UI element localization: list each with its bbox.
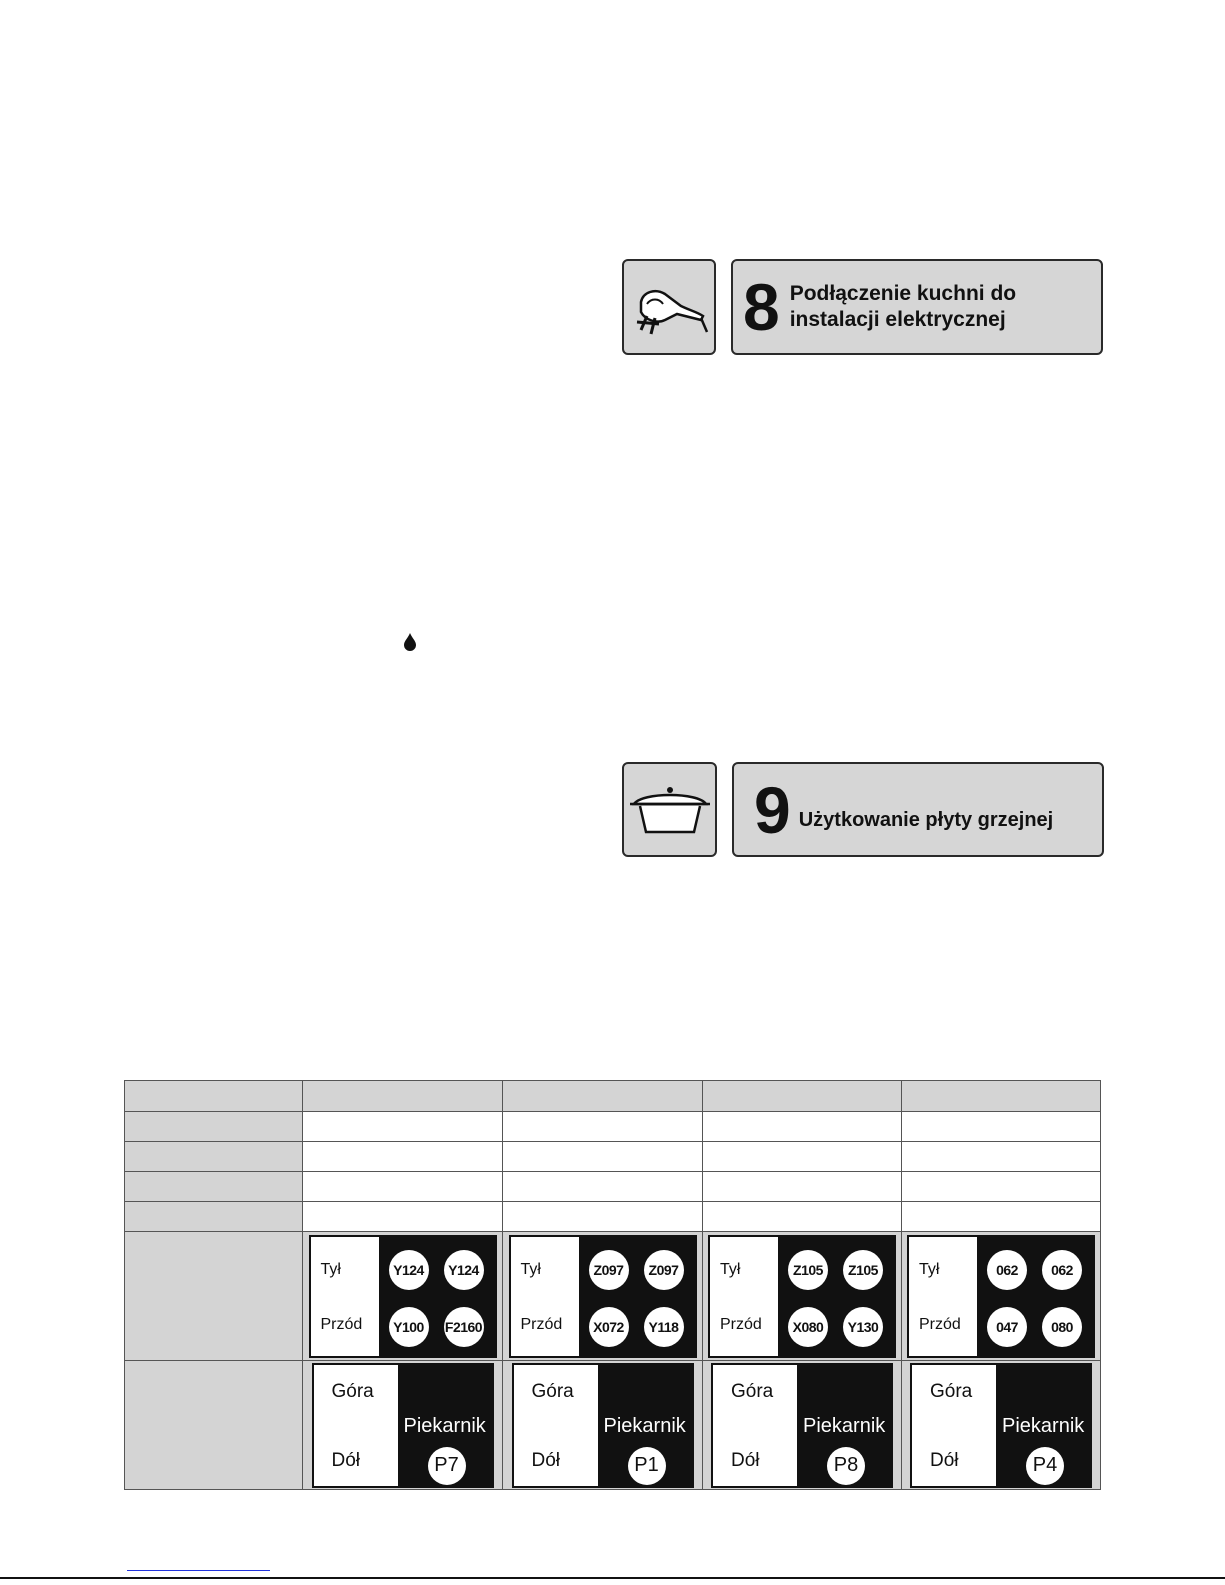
oven-area: [398, 1365, 492, 1486]
table-cell: [902, 1112, 1101, 1142]
hob-burners: [579, 1237, 695, 1356]
burner-back-left: Z097: [589, 1250, 629, 1290]
hob-diagram: [309, 1235, 497, 1358]
section-8-icon-box: [622, 259, 716, 355]
section-8-title-box: [731, 259, 1103, 355]
table-cell: [902, 1361, 1101, 1490]
table-row: [125, 1202, 1101, 1232]
table-cell: [902, 1232, 1101, 1361]
section-9-title-box: [732, 762, 1104, 857]
table-cell: [125, 1112, 303, 1142]
table-cell: [902, 1172, 1101, 1202]
table-cell: [703, 1232, 902, 1361]
table-cell: [703, 1142, 902, 1172]
table-cell: [125, 1081, 303, 1112]
table-cell: [125, 1202, 303, 1232]
hob-burners: [379, 1237, 495, 1356]
section-number: 8: [743, 270, 778, 344]
burner-front-right: Y118: [644, 1307, 684, 1347]
burner-back-right: Z097: [644, 1250, 684, 1290]
oven-code: P8: [827, 1447, 865, 1485]
burner-front-right: 080: [1042, 1307, 1082, 1347]
table-cell: [125, 1361, 303, 1490]
bottom-label: Dół: [930, 1449, 959, 1471]
table-cell: [902, 1081, 1101, 1112]
burner-back-left: Y124: [389, 1250, 429, 1290]
table-cell: [703, 1112, 902, 1142]
burner-front-left: X080: [788, 1307, 828, 1347]
front-label: Przód: [919, 1315, 961, 1333]
table-cell: [503, 1172, 703, 1202]
table-cell: [303, 1081, 503, 1112]
table-cell: [503, 1112, 703, 1142]
oven-code: P1: [628, 1447, 666, 1485]
burner-front-left: X072: [589, 1307, 629, 1347]
oven-layout-row: [125, 1361, 1101, 1490]
oven-label: Piekarnik: [1002, 1414, 1085, 1437]
oven-code: P7: [428, 1447, 466, 1485]
top-label: Góra: [930, 1380, 973, 1402]
section-number: 9: [754, 772, 789, 847]
hob-labels: [311, 1237, 379, 1356]
oven-label: Piekarnik: [403, 1414, 486, 1437]
section-title: Użytkowanie płyty grzejnej: [798, 809, 1054, 831]
table-row: [125, 1142, 1101, 1172]
bottom-label: Dół: [331, 1449, 361, 1471]
table-cell: [303, 1172, 503, 1202]
table-row: [125, 1112, 1101, 1142]
table-cell: [503, 1361, 703, 1490]
plug-icon: [629, 272, 709, 342]
table-cell: [503, 1202, 703, 1232]
oven-label: Piekarnik: [803, 1414, 886, 1437]
burner-front-right: F2160: [444, 1307, 484, 1347]
hob-diagram: [509, 1235, 697, 1358]
oven-code: P4: [1026, 1447, 1064, 1485]
oven-labels: [314, 1365, 398, 1486]
back-label: Tył: [520, 1260, 541, 1278]
spec-table: [124, 1080, 1101, 1490]
oven-area: [598, 1365, 692, 1486]
burner-front-right: Y130: [843, 1307, 883, 1347]
hob-labels: [511, 1237, 579, 1356]
hob-burners: [778, 1237, 894, 1356]
table-cell: [703, 1081, 902, 1112]
oven-area: [797, 1365, 891, 1486]
oven-labels: [713, 1365, 797, 1486]
back-label: Tył: [919, 1260, 940, 1278]
oven-label: Piekarnik: [603, 1414, 686, 1437]
burner-front-left: Y100: [389, 1307, 429, 1347]
oven-labels: [514, 1365, 598, 1486]
bottom-rule: [0, 1577, 1225, 1579]
front-label: Przód: [320, 1315, 363, 1333]
oven-diagram: [910, 1363, 1092, 1488]
oven-labels: [912, 1365, 996, 1486]
burner-front-left: 047: [987, 1307, 1027, 1347]
pot-icon: [628, 780, 712, 840]
oven-diagram: [512, 1363, 694, 1488]
table-cell: [902, 1142, 1101, 1172]
back-label: Tył: [720, 1260, 741, 1278]
table-cell: [503, 1142, 703, 1172]
table-cell: [902, 1202, 1101, 1232]
table-cell: [703, 1361, 902, 1490]
bottom-label: Dół: [731, 1449, 760, 1471]
section-title: Podłączenie kuchni do instalacji elektrycznej: [789, 282, 1017, 331]
section-9-icon-box: [622, 762, 717, 857]
top-label: Góra: [531, 1380, 574, 1402]
table-cell: [125, 1172, 303, 1202]
hob-labels: [710, 1237, 778, 1356]
table-cell: [303, 1142, 503, 1172]
front-label: Przód: [720, 1315, 762, 1333]
front-label: Przód: [520, 1315, 563, 1333]
burner-back-left: 062: [987, 1250, 1027, 1290]
top-label: Góra: [731, 1380, 774, 1402]
oven-diagram: [312, 1363, 494, 1488]
table-cell: [303, 1361, 503, 1490]
oven-diagram: [711, 1363, 893, 1488]
burner-back-right: 062: [1042, 1250, 1082, 1290]
table-cell: [303, 1232, 503, 1361]
table-cell: [125, 1232, 303, 1361]
table-cell: [303, 1202, 503, 1232]
hob-diagram: [708, 1235, 896, 1358]
bottom-label: Dół: [531, 1449, 561, 1471]
table-cell: [703, 1202, 902, 1232]
table-cell: [303, 1112, 503, 1142]
hob-layout-row: [125, 1232, 1101, 1361]
footer-link-underline[interactable]: [127, 1570, 270, 1571]
burner-back-right: Y124: [444, 1250, 484, 1290]
back-label: Tył: [320, 1260, 341, 1278]
hob-diagram: [907, 1235, 1095, 1358]
table-cell: [125, 1142, 303, 1172]
burner-back-left: Z105: [788, 1250, 828, 1290]
table-row: [125, 1172, 1101, 1202]
hob-labels: [909, 1237, 977, 1356]
table-cell: [503, 1232, 703, 1361]
table-cell: [503, 1081, 703, 1112]
burner-back-right: Z105: [843, 1250, 883, 1290]
oven-area: [996, 1365, 1090, 1486]
drop-icon: [403, 633, 417, 651]
top-label: Góra: [331, 1380, 374, 1402]
table-cell: [703, 1172, 902, 1202]
hob-burners: [977, 1237, 1093, 1356]
table-header-row: [125, 1081, 1101, 1112]
